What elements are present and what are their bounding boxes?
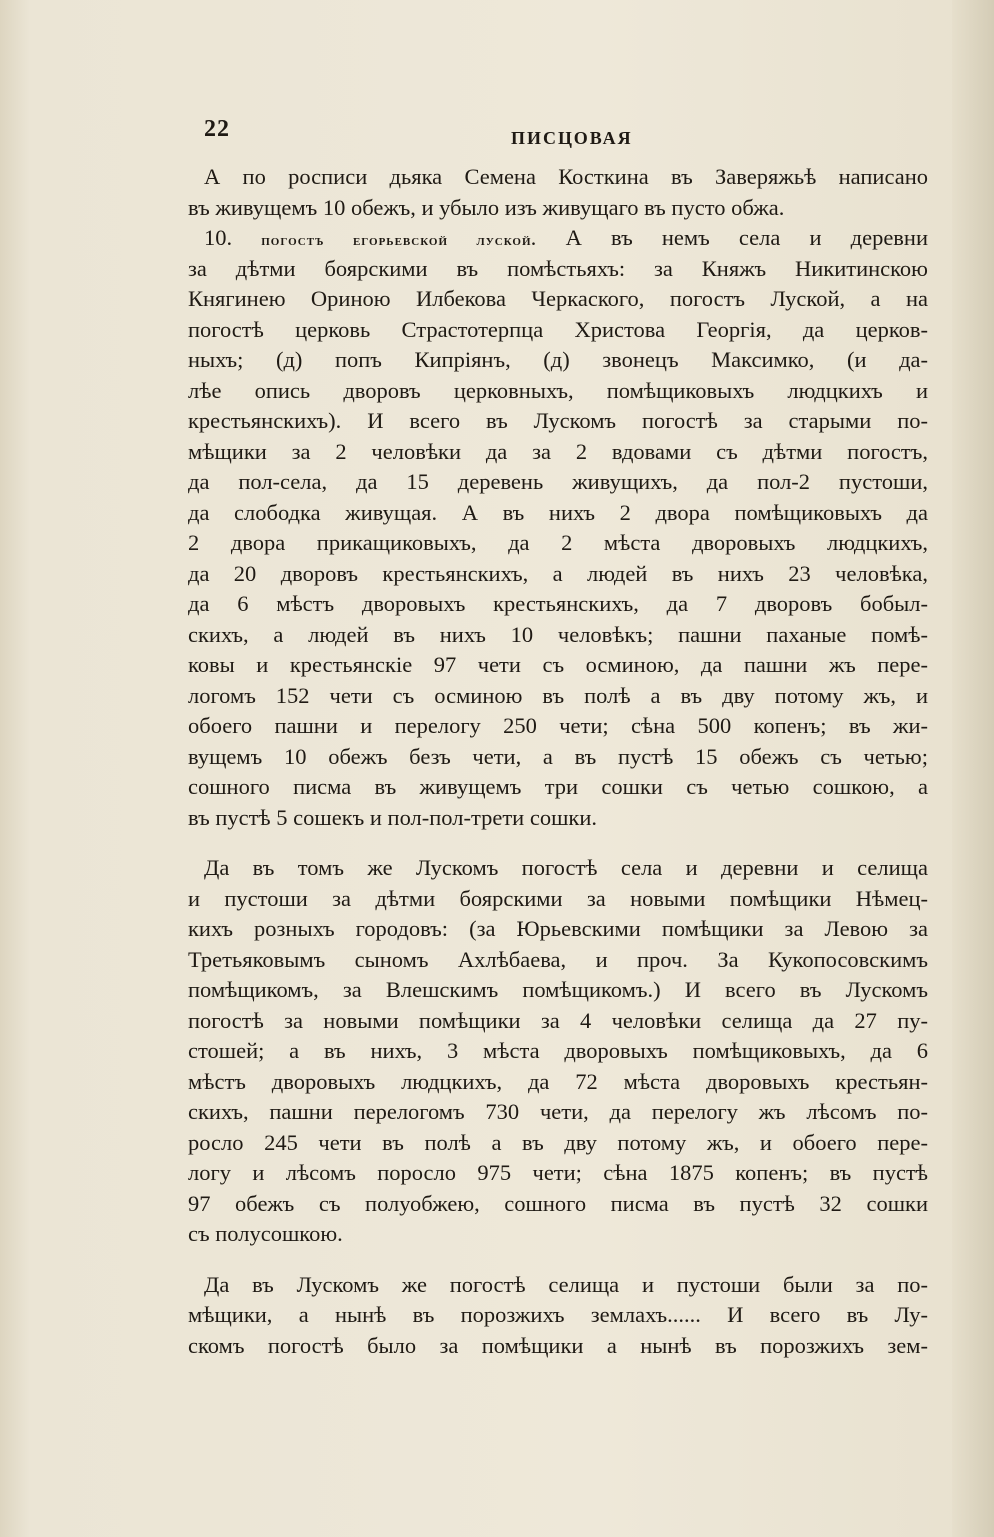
text-line: логомъ 152 чети съ осминою въ полѣ а въ дву потому жъ, и [188, 682, 928, 708]
text-line: погостѣ церковь Страстотерпца Христова Георгія, да церков- [188, 316, 928, 342]
text-line: скихъ, пашни перелогомъ 730 чети, да перелогу жъ лѣсомъ по- [188, 1099, 928, 1124]
text-line: Третьяковымъ сыномъ Ахлѣбаева, и проч. За Кукопосовскимъ [188, 946, 928, 972]
paragraph-3 [188, 853, 928, 1250]
paragraph-2 [188, 223, 928, 833]
text-line: мѣщики за 2 человѣки да за 2 вдовами съ дѣтми погостъ, [188, 438, 928, 464]
text-line: 2 двора прикащиковыхъ, да 2 мѣста дворовыхъ людцкихъ, [188, 530, 928, 555]
running-head: ПИСЦОВАЯ [511, 128, 633, 148]
text-line: сошного писма въ живущемъ три сошки съ четью сошкою, а [188, 774, 928, 799]
page-gutter [952, 0, 994, 1537]
text-line: да 6 мѣстъ дворовыхъ крестьянскихъ, да 7 дворовъ бобыл- [188, 591, 928, 616]
paragraph-gap [188, 833, 928, 853]
text-line: съ полусошкою. [188, 1221, 343, 1246]
page-body [188, 162, 928, 1361]
text-line: вущемъ 10 обежъ безъ чети, а въ пустѣ 15 обежъ съ четью; [188, 743, 928, 769]
text-line: мѣстъ дворовыхъ людцкихъ, да 72 мѣста дворовыхъ крестьян- [188, 1068, 928, 1094]
text-line: въ живущемъ 10 обежъ, и убыло изъ живущаго въ пусто обжа. [188, 194, 785, 220]
text-line: Княгинею Ориною Илбекова Черкаского, погостъ Луской, а на [188, 286, 928, 311]
text-line: скомъ погостѣ было за помѣщики а нынѣ въ порозжихъ зем- [188, 1332, 928, 1358]
paragraph-4 [188, 1270, 928, 1362]
text-line: логу и лѣсомъ поросло 975 чети; сѣна 1875 копенъ; въ пустѣ [188, 1160, 928, 1185]
text-line: росло 245 чети въ полѣ а въ дву потому жъ, и обоего пере- [188, 1129, 928, 1155]
paragraph-1 [188, 162, 928, 223]
page-header [200, 112, 940, 152]
text-line: лѣе опись дворовъ церковныхъ, помѣщиковыхъ людцкихъ и [188, 377, 928, 403]
text-line: Да въ томъ же Лускомъ погостѣ села и деревни и селища [204, 855, 928, 880]
text-line: кихъ розныхъ городовъ: (за Юрьевскими помѣщики за Левою за [188, 916, 928, 941]
text-line: А по росписи дьяка Семена Косткина въ Заверяжьѣ написано [204, 164, 928, 189]
section-number: 10. [204, 225, 233, 250]
text-line: обоего пашни и перелогу 250 чети; сѣна 500 копенъ; въ жи- [188, 713, 928, 738]
paragraph-gap [188, 1250, 928, 1270]
text-line: стошей; а въ нихъ, 3 мѣста дворовыхъ помѣщиковыхъ, да 6 [188, 1038, 928, 1063]
text-line: крестьянскихъ). И всего въ Лускомъ погостѣ за старыми по- [188, 408, 928, 433]
text-line: Да въ Лускомъ же погостѣ селища и пустоши были за по- [204, 1271, 928, 1297]
text-line: да пол-села, да 15 деревень живущихъ, да пол-2 пустоши, [188, 469, 928, 494]
heading-line-rest: А въ немъ села и деревни [565, 225, 928, 250]
text-line: въ пустѣ 5 сошекъ и пол-пол-трети сошки. [188, 804, 597, 830]
text-line: ныхъ; (д) попъ Кипріянъ, (д) звонецъ Максимко, (и да- [188, 347, 928, 372]
text-line: ковы и крестьянскіе 97 чети съ осминою, да пашни жъ пере- [188, 652, 928, 677]
section-heading: погостъ егорьевской луской. [261, 232, 537, 249]
text-line: за дѣтми боярскими въ помѣстьяхъ: за Княжъ Никитинскою [188, 255, 928, 281]
text-line: да 20 дворовъ крестьянскихъ, а людей въ нихъ 23 человѣка, [188, 560, 928, 586]
text-line: да слободка живущая. А въ нихъ 2 двора помѣщиковыхъ да [188, 499, 928, 525]
text-line: скихъ, а людей въ нихъ 10 человѣкъ; пашни паханые помѣ- [188, 621, 928, 647]
page-number: 22 [204, 116, 230, 142]
text-line: погостѣ за новыми помѣщики за 4 человѣки селища да 27 пу- [188, 1007, 928, 1033]
text-line: 97 обежъ съ полуобжею, сошного писма въ пустѣ 32 сошки [188, 1190, 928, 1216]
text-line: помѣщикомъ, за Влешскимъ помѣщикомъ.) И всего въ Лускомъ [188, 977, 928, 1002]
text-line-heading [188, 223, 928, 254]
text-line: и пустоши за дѣтми боярскими за новыми помѣщики Нѣмец- [188, 885, 928, 911]
text-line: мѣщики, а нынѣ въ порозжихъ землахъ...... И всего въ Лу- [188, 1302, 928, 1327]
